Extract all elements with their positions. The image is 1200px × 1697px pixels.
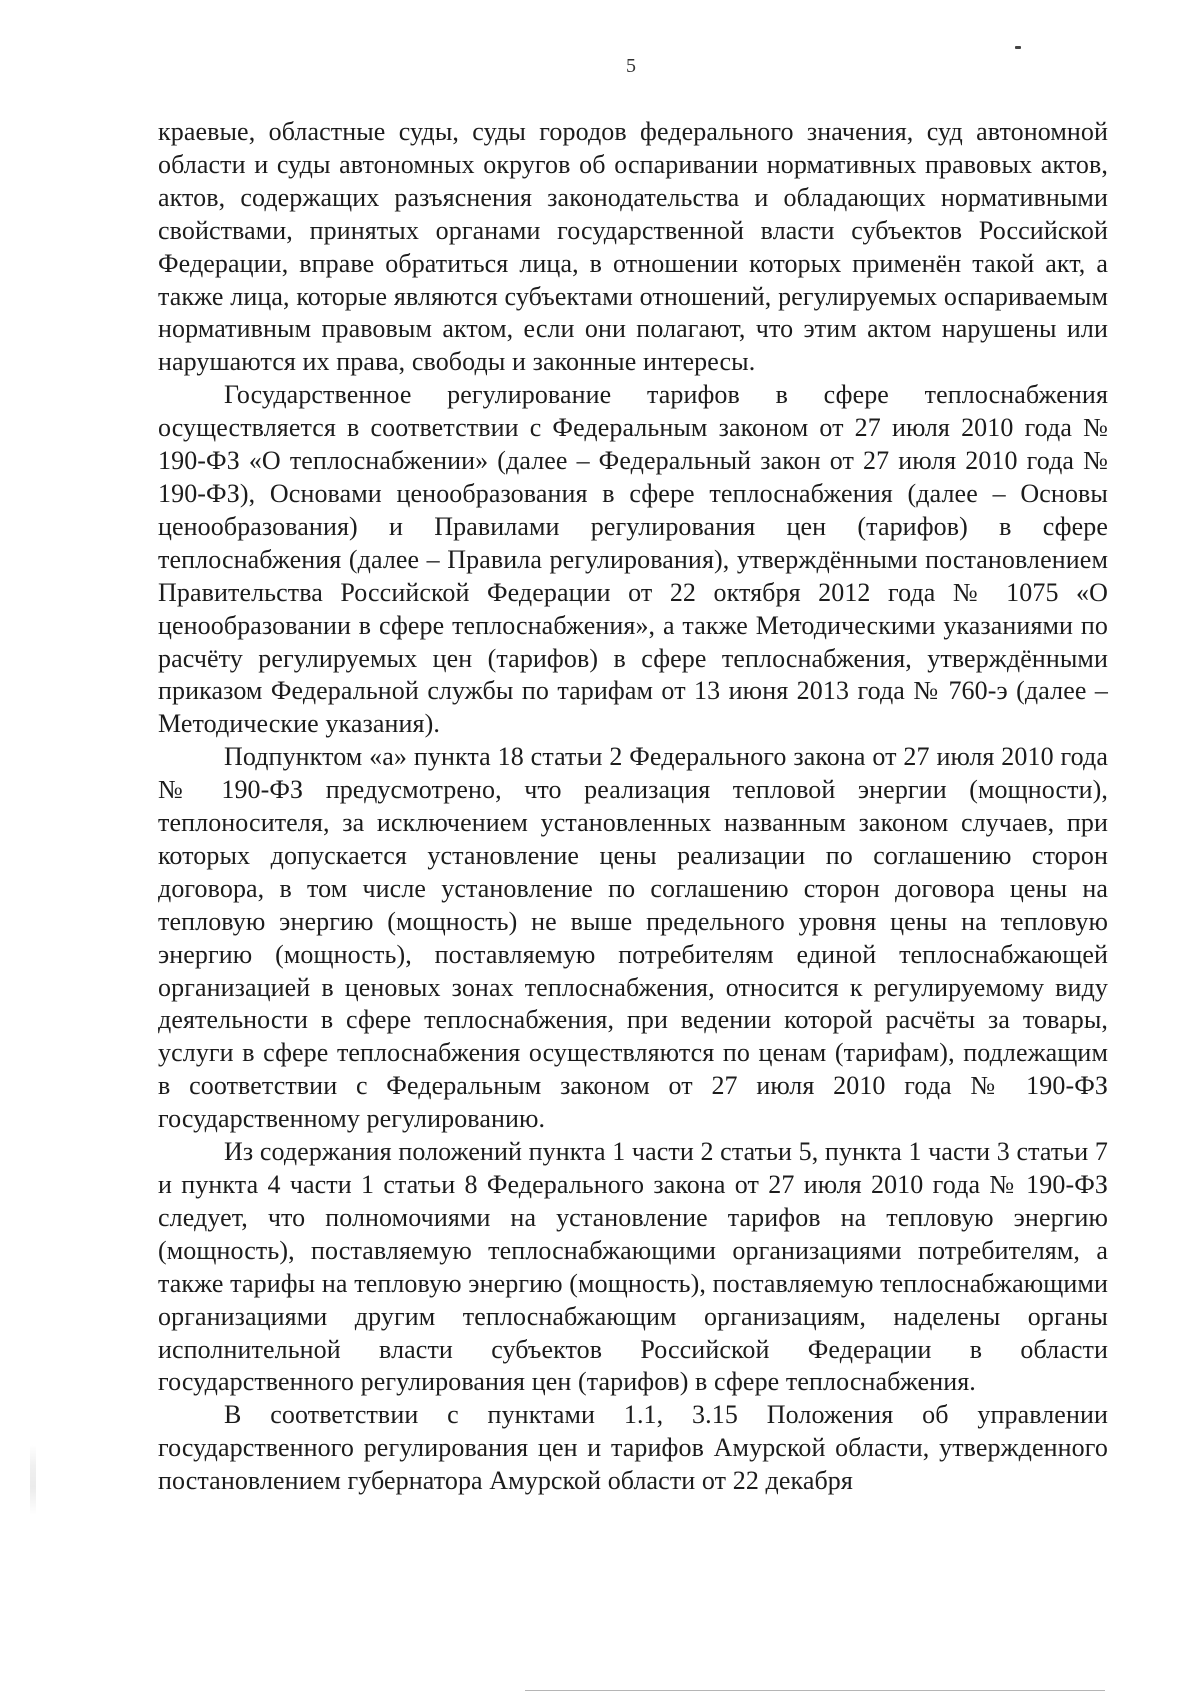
paragraph-3: Подпунктом «а» пункта 18 статьи 2 Федерального закона от 27 июля 2010 года № 190-ФЗ предусмотрено, что реализация тепловой энергии (мощности), теплоносителя, за исключением установленных названным законом случаев, при которых допускается установление цены реализации по соглашению сторон договора, в том числе установление по соглашению сторон договора цены на тепловую энергию (мощность) не выше предельного уровня цены на тепловую энергию (мощность), поставляемую потребителям единой теплоснабжающей организацией в ценовых зонах теплоснабжения, относится к регулируемому виду деятельности в сфере теплоснабжения, при ведении которой расчёты за товары, услуги в сфере теплоснабжения осуществляются по ценам (тарифам), подлежащим в соответствии с Федеральным законом от 27 июля 2010 года № 190-ФЗ государственному регулированию. — [158, 742, 1108, 1134]
paragraph-5: В соответствии с пунктами 1.1, 3.15 Положения об управлении государственного регулирования цен и тарифов Амурской области, утвержденного постановлением губернатора Амурской области от 22 декабря — [158, 1400, 1108, 1496]
paragraph-2: Государственное регулирование тарифов в сфере теплоснабжения осуществляется в соответствии с Федеральным законом от 27 июля 2010 года № 190-ФЗ «О теплоснабжении» (далее – Федеральный закон от 27 июля 2010 года № 190-ФЗ), Основами ценообразования в сфере теплоснабжения (далее – Основы ценообразования) и Правилами регулирования цен (тарифов) в сфере теплоснабжения (далее – Правила регулирования), утверждёнными постановлением Правительства Российской Федерации от 22 октября 2012 года № 1075 «О ценообразовании в сфере теплоснабжения», а также Методическими указаниями по расчёту регулируемых цен (тарифов) в сфере теплоснабжения, утверждёнными приказом Федеральной службы по тарифам от 13 июня 2013 года № 760-э (далее – Методические указания). — [158, 380, 1108, 739]
page-number: 5 — [626, 55, 636, 77]
document-body — [158, 116, 1108, 1498]
bottom-edge-line — [525, 1690, 1105, 1691]
scan-speck — [1015, 46, 1021, 49]
paragraph-4: Из содержания положений пункта 1 части 2 статьи 5, пункта 1 части 3 статьи 7 и пункта 4 части 1 статьи 8 Федерального закона от 27 июля 2010 года № 190-ФЗ следует, что полномочиями на установление тарифов на тепловую энергию (мощность), поставляемую теплоснабжающими организациями потребителям, а также тарифы на тепловую энергию (мощность), поставляемую теплоснабжающими организациями другим теплоснабжающим организациям, наделены органы исполнительной власти субъектов Российской Федерации в области государственного регулирования цен (тарифов) в сфере теплоснабжения. — [158, 1137, 1108, 1397]
scan-artifact — [30, 1445, 36, 1515]
paragraph-1: краевые, областные суды, суды городов федерального значения, суд автономной области и суды автономных округов об оспаривании нормативных правовых актов, актов, содержащих разъяснения законодательства и обладающих нормативными свойствами, принятых органами государственной власти субъектов Российской Федерации, вправе обратиться лица, в отношении которых применён такой акт, а также лица, которые являются субъектами отношений, регулируемых оспариваемым нормативным правовым актом, если они полагают, что этим актом нарушены или нарушаются их права, свободы и законные интересы. — [158, 117, 1108, 377]
